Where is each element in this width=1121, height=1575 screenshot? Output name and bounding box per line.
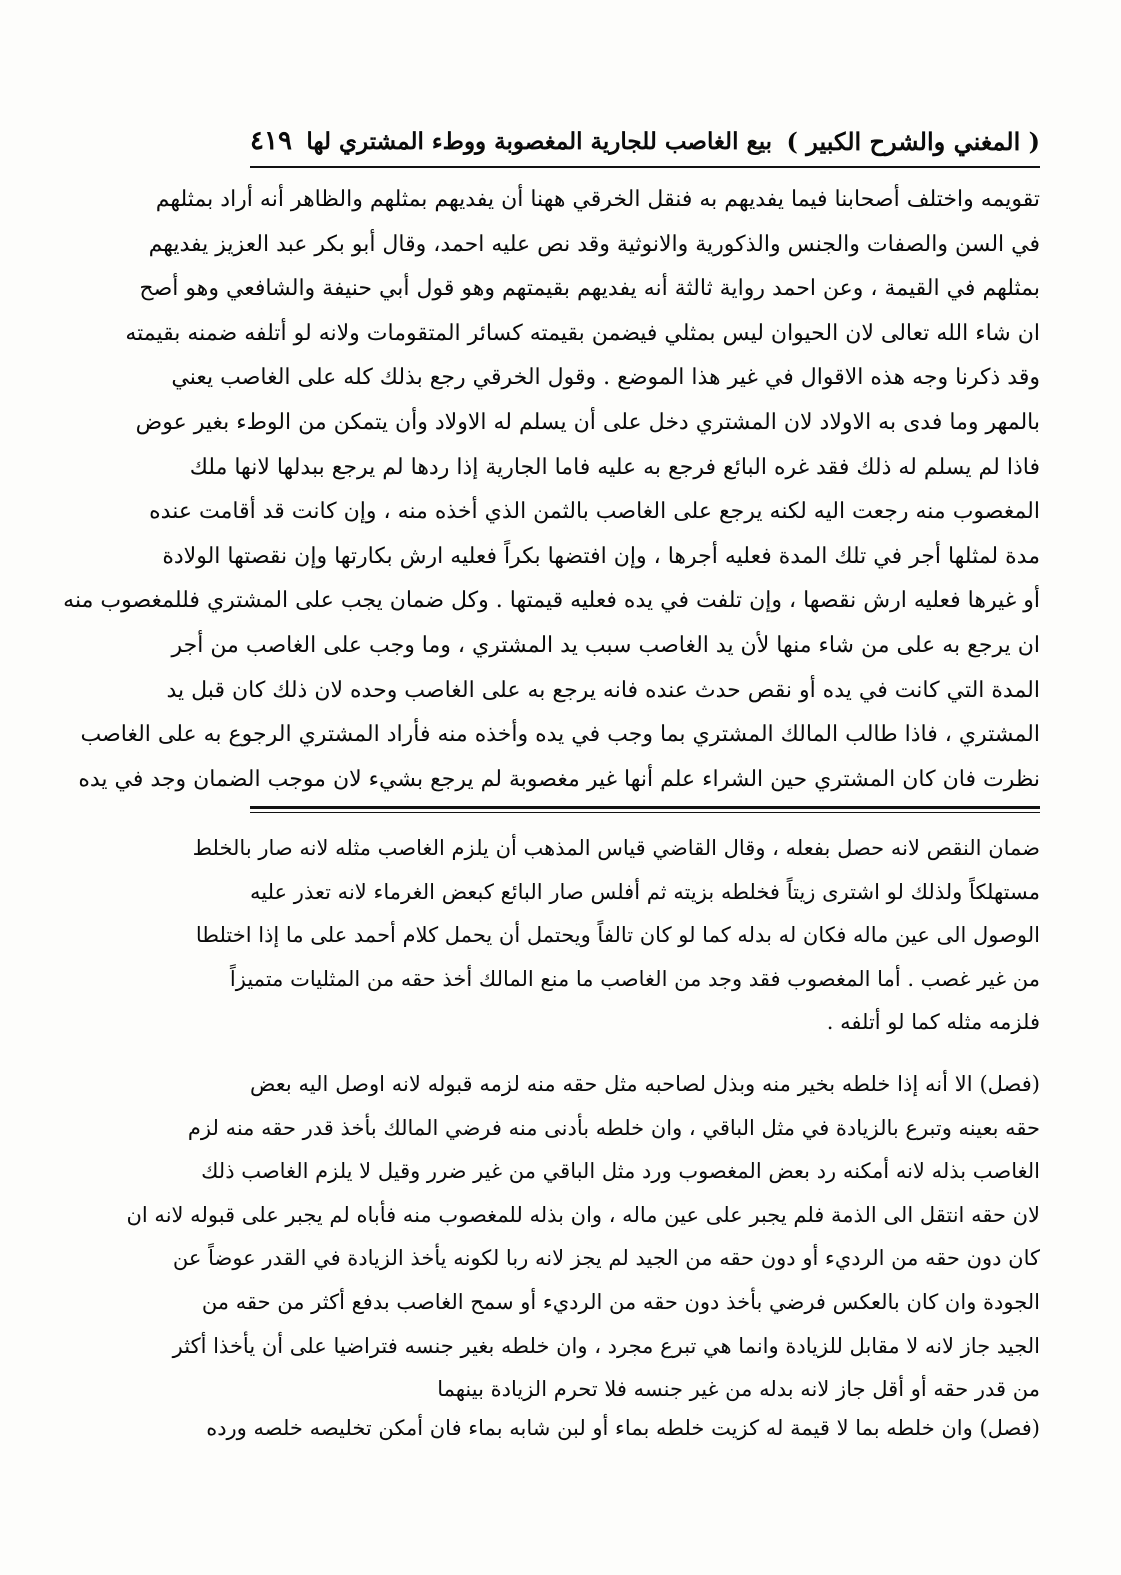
main-line: تقويمه واختلف أصحابنا فيما يفديهم به فنقل الخرقي ههنا أن يفديهم بمثلهم والظاهر أنه أراد بمثلهم [155, 187, 1040, 212]
commentary-line: مستهلكاً ولذلك لو اشترى زيتاً فخلطه بزيته ثم أفلس صار البائع كبعض الغرماء لانه تعذر عليه [250, 879, 1040, 904]
main-line: ان يرجع به على من شاء منها لأن يد الغاصب سبب يد المشتري ، وما وجب على الغاصب من أجر [171, 632, 1040, 658]
main-line: فاذا لم يسلم له ذلك فقد غره البائع فرجع به عليه فاما الجارية إذا ردها لم يرجع ببدلها لانها ملك [189, 454, 1040, 480]
commentary-block-a [192, 827, 1040, 1045]
main-line: في السن والصفات والجنس والذكورية والانوثية وقد نص عليه احمد، وقال أبو بكر عبد العزيز يفديهم [148, 231, 1040, 257]
commentary-line: (فصل) وان خلطه بما لا قيمة له كزيت خلطه بماء أو لبن شابه بماء فان أمكن تخليصه خلصه ورده [206, 1416, 1040, 1440]
book-title: ( المغني والشرح الكبير ) [786, 126, 1040, 156]
main-line: ان شاء الله تعالى لان الحيوان ليس بمثلي فيضمن بقيمته كسائر المتقومات ولانه لو أتلفه ضمنه بقيمته [125, 320, 1040, 346]
commentary-line: الجودة وان كان بالعكس فرضي بأخذ دون حقه من الرديء أو سمح الغاصب بدفع أكثر من حقه من [201, 1289, 1040, 1314]
commentary-line: الغاصب بذله لانه أمكنه رد بعض المغصوب ورد مثل الباقي من غير ضرر وقيل لا يلزم الغاصب ذلك [201, 1159, 1040, 1184]
main-line: بمثلهم في القيمة ، وعن احمد رواية ثالثة أنه يفديهم بقيمتهم وهو قول أبي حنيفة والشافعي وهو أصح [139, 276, 1040, 302]
commentary-block-b [126, 1063, 1040, 1412]
main-line: نظرت فان كان المشتري حين الشراء علم أنها غير مغصوبة لم يرجع بشيء لان موجب الضمان وجد في يده [78, 766, 1040, 792]
commentary-line: من قدر حقه أو أقل جاز لانه بدله من غير جنسه فلا تحرم الزيادة بينهما [437, 1377, 1040, 1402]
main-line: مدة لمثلها أجر في تلك المدة فعليه أجرها ، وإن افتضها بكراً فعليه ارش بكارتها وإن نقصتها الولادة [162, 543, 1040, 569]
main-line: وقد ذكرنا وجه هذه الاقوال في غير هذا الموضع . وقول الخرقي رجع بذلك كله على الغاصب يعني [171, 365, 1040, 391]
commentary-line: فلزمه مثله كما لو أتلفه . [826, 1010, 1040, 1035]
commentary-line: حقه بعينه وتبرع بالزيادة في مثل الباقي ، وان خلطه بأدنى منه فرضي المالك بأخذ قدر حقه منه لزم [187, 1115, 1040, 1140]
page-number: ٤١٩ [250, 126, 292, 156]
commentary-line: ضمان النقص لانه حصل بفعله ، وقال القاضي قياس المذهب أن يلزم الغاصب مثله لانه صار بالخلط [192, 836, 1040, 860]
main-line: بالمهر وما فدى به الاولاد لان المشتري دخل على أن يسلم له الاولاد وأن يتمكن من الوطء بغير عوض [135, 409, 1040, 435]
commentary-line: (فصل) الا أنه إذا خلطه بخير منه وبذل لصاحبه مثل حقه منه لزمه قبوله لانه اوصل اليه بعض [250, 1072, 1040, 1096]
main-text-block [63, 178, 1040, 802]
commentary-block-c [206, 1407, 1040, 1451]
main-line: المدة التي كانت في يده أو نقص حدث عنده فانه يرجع به على الغاصب وحده لان ذلك كان قبل يد [166, 677, 1040, 703]
commentary-line: الوصول الى عين ماله فكان له بدله كما لو كان تالفاً ويحتمل أن يحمل كلام أحمد على ما إذا اختلطا [195, 923, 1040, 948]
main-line: أو غيرها فعليه ارش نقصها ، وإن تلفت في يده فعليه قيمتها . وكل ضمان يجب على المشتري فللمغصوب منه [63, 588, 1040, 614]
commentary-line: الجيد جاز لانه لا مقابل للزيادة وانما هي تبرع مجرد ، وان خلطه بغير جنسه فتراضيا على أن يأخذا أكثر [172, 1333, 1040, 1358]
section-separator [250, 806, 1040, 812]
commentary-line: كان دون حقه من الرديء أو دون حقه من الجيد لم يجز لانه ربا لكونه يأخذ الزيادة في القدر عوضاً عن [172, 1246, 1040, 1271]
running-header [250, 118, 1040, 164]
chapter-title: بيع الغاصب للجارية المغصوبة ووطء المشتري لها [306, 127, 773, 155]
commentary-line: من غير غصب . أما المغصوب فقد وجد من الغاصب ما منع المالك أخذ حقه من المثليات متميزاً [229, 966, 1040, 991]
main-line: المغصوب منه رجعت اليه لكنه يرجع على الغاصب بالثمن الذي أخذه منه ، وإن كانت قد أقامت عنده [149, 499, 1040, 525]
commentary-line: لان حقه انتقل الى الذمة فلم يجبر على عين ماله ، وان بذله للمغصوب منه فأباه لم يجبر على قبوله لانه ان [126, 1202, 1040, 1227]
header-rule [250, 166, 1040, 168]
main-line: المشتري ، فاذا طالب المالك المشتري بما وجب في يده وأخذه منه فأراد المشتري الرجوع به على الغاصب [80, 722, 1040, 748]
